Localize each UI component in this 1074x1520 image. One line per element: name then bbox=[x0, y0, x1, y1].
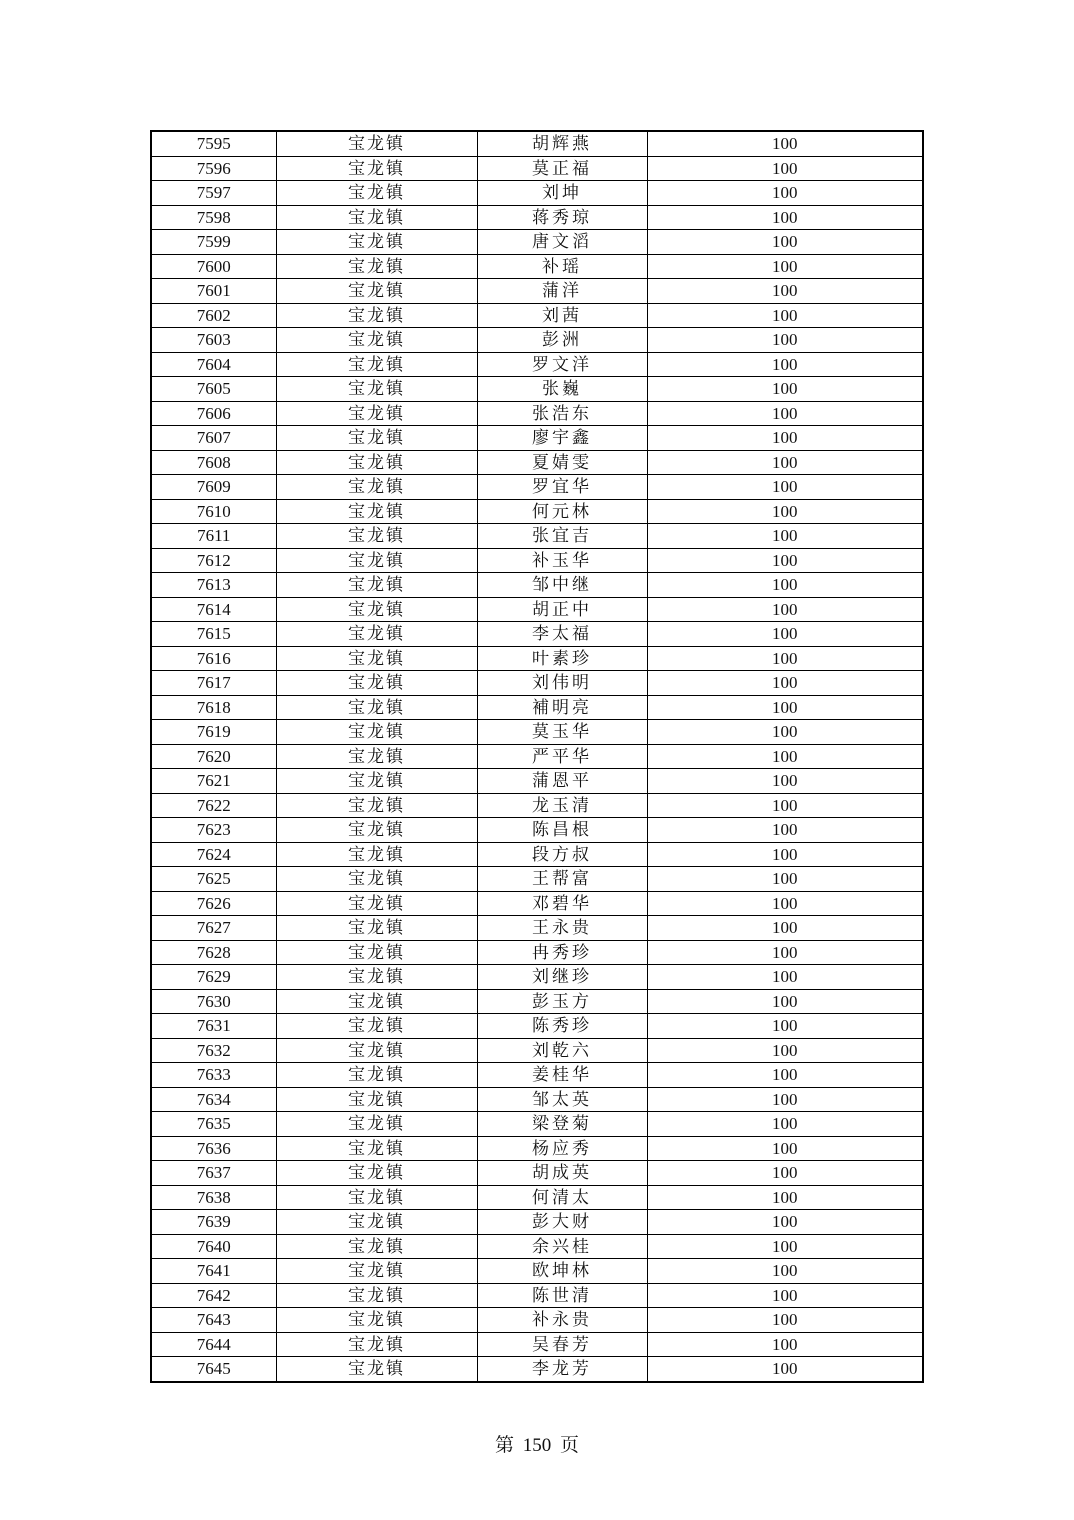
table-row bbox=[151, 1136, 923, 1161]
table-body bbox=[151, 131, 923, 1382]
table-row bbox=[151, 597, 923, 622]
table-row bbox=[151, 671, 923, 696]
row-number-cell: 7627 bbox=[151, 916, 276, 941]
name-cell: 刘继珍 bbox=[477, 965, 647, 990]
amount-cell: 100 bbox=[647, 524, 923, 549]
table-row bbox=[151, 401, 923, 426]
name-cell: 刘坤 bbox=[477, 181, 647, 206]
table-row bbox=[151, 1308, 923, 1333]
row-number-cell: 7609 bbox=[151, 475, 276, 500]
amount-cell: 100 bbox=[647, 131, 923, 156]
name-cell: 王帮富 bbox=[477, 867, 647, 892]
row-number-cell: 7639 bbox=[151, 1210, 276, 1235]
row-number-cell: 7613 bbox=[151, 573, 276, 598]
amount-cell: 100 bbox=[647, 671, 923, 696]
table-row bbox=[151, 916, 923, 941]
name-cell: 蒲洋 bbox=[477, 279, 647, 304]
town-cell: 宝龙镇 bbox=[276, 426, 477, 451]
town-cell: 宝龙镇 bbox=[276, 548, 477, 573]
amount-cell: 100 bbox=[647, 1038, 923, 1063]
amount-cell: 100 bbox=[647, 597, 923, 622]
town-cell: 宝龙镇 bbox=[276, 965, 477, 990]
table-row bbox=[151, 352, 923, 377]
town-cell: 宝龙镇 bbox=[276, 450, 477, 475]
name-cell: 杨应秀 bbox=[477, 1136, 647, 1161]
table-row bbox=[151, 646, 923, 671]
amount-cell: 100 bbox=[647, 1308, 923, 1333]
town-cell: 宝龙镇 bbox=[276, 131, 477, 156]
town-cell: 宝龙镇 bbox=[276, 671, 477, 696]
row-number-cell: 7635 bbox=[151, 1112, 276, 1137]
table-row bbox=[151, 1357, 923, 1382]
amount-cell: 100 bbox=[647, 401, 923, 426]
table-row bbox=[151, 1283, 923, 1308]
row-number-cell: 7630 bbox=[151, 989, 276, 1014]
name-cell: 罗宜华 bbox=[477, 475, 647, 500]
name-cell: 何元林 bbox=[477, 499, 647, 524]
amount-cell: 100 bbox=[647, 254, 923, 279]
name-cell: 補明亮 bbox=[477, 695, 647, 720]
table-row bbox=[151, 524, 923, 549]
table-row bbox=[151, 254, 923, 279]
amount-cell: 100 bbox=[647, 1014, 923, 1039]
row-number-cell: 7616 bbox=[151, 646, 276, 671]
name-cell: 邹太英 bbox=[477, 1087, 647, 1112]
name-cell: 余兴桂 bbox=[477, 1234, 647, 1259]
town-cell: 宝龙镇 bbox=[276, 1136, 477, 1161]
amount-cell: 100 bbox=[647, 720, 923, 745]
name-cell: 莫玉华 bbox=[477, 720, 647, 745]
town-cell: 宝龙镇 bbox=[276, 279, 477, 304]
table-row bbox=[151, 940, 923, 965]
table-row bbox=[151, 744, 923, 769]
row-number-cell: 7612 bbox=[151, 548, 276, 573]
name-cell: 梁登菊 bbox=[477, 1112, 647, 1137]
row-number-cell: 7621 bbox=[151, 769, 276, 794]
amount-cell: 100 bbox=[647, 793, 923, 818]
amount-cell: 100 bbox=[647, 181, 923, 206]
row-number-cell: 7638 bbox=[151, 1185, 276, 1210]
name-cell: 李龙芳 bbox=[477, 1357, 647, 1382]
name-cell: 张巍 bbox=[477, 377, 647, 402]
town-cell: 宝龙镇 bbox=[276, 377, 477, 402]
table-row bbox=[151, 1259, 923, 1284]
name-cell: 王永贵 bbox=[477, 916, 647, 941]
name-cell: 张浩东 bbox=[477, 401, 647, 426]
amount-cell: 100 bbox=[647, 1234, 923, 1259]
table-row bbox=[151, 867, 923, 892]
town-cell: 宝龙镇 bbox=[276, 1063, 477, 1088]
name-cell: 补玉华 bbox=[477, 548, 647, 573]
name-cell: 张宜吉 bbox=[477, 524, 647, 549]
amount-cell: 100 bbox=[647, 303, 923, 328]
page-number: 150 bbox=[522, 1435, 552, 1456]
table-row bbox=[151, 965, 923, 990]
table-row bbox=[151, 769, 923, 794]
footer-suffix: 页 bbox=[560, 1435, 580, 1456]
row-number-cell: 7620 bbox=[151, 744, 276, 769]
amount-cell: 100 bbox=[647, 989, 923, 1014]
amount-cell: 100 bbox=[647, 548, 923, 573]
town-cell: 宝龙镇 bbox=[276, 1014, 477, 1039]
amount-cell: 100 bbox=[647, 965, 923, 990]
data-table bbox=[150, 130, 924, 1383]
town-cell: 宝龙镇 bbox=[276, 1308, 477, 1333]
town-cell: 宝龙镇 bbox=[276, 303, 477, 328]
row-number-cell: 7610 bbox=[151, 499, 276, 524]
row-number-cell: 7632 bbox=[151, 1038, 276, 1063]
table-row bbox=[151, 303, 923, 328]
row-number-cell: 7605 bbox=[151, 377, 276, 402]
amount-cell: 100 bbox=[647, 205, 923, 230]
town-cell: 宝龙镇 bbox=[276, 230, 477, 255]
amount-cell: 100 bbox=[647, 744, 923, 769]
name-cell: 刘伟明 bbox=[477, 671, 647, 696]
row-number-cell: 7599 bbox=[151, 230, 276, 255]
town-cell: 宝龙镇 bbox=[276, 597, 477, 622]
amount-cell: 100 bbox=[647, 842, 923, 867]
row-number-cell: 7600 bbox=[151, 254, 276, 279]
row-number-cell: 7597 bbox=[151, 181, 276, 206]
table-row bbox=[151, 842, 923, 867]
name-cell: 蒲恩平 bbox=[477, 769, 647, 794]
name-cell: 叶素珍 bbox=[477, 646, 647, 671]
town-cell: 宝龙镇 bbox=[276, 401, 477, 426]
town-cell: 宝龙镇 bbox=[276, 1038, 477, 1063]
name-cell: 陈昌根 bbox=[477, 818, 647, 843]
name-cell: 邓碧华 bbox=[477, 891, 647, 916]
table-row bbox=[151, 1014, 923, 1039]
town-cell: 宝龙镇 bbox=[276, 989, 477, 1014]
row-number-cell: 7611 bbox=[151, 524, 276, 549]
row-number-cell: 7642 bbox=[151, 1283, 276, 1308]
table-row bbox=[151, 131, 923, 156]
page-footer bbox=[0, 1430, 1074, 1457]
amount-cell: 100 bbox=[647, 1112, 923, 1137]
amount-cell: 100 bbox=[647, 1063, 923, 1088]
name-cell: 姜桂华 bbox=[477, 1063, 647, 1088]
town-cell: 宝龙镇 bbox=[276, 205, 477, 230]
name-cell: 胡辉燕 bbox=[477, 131, 647, 156]
name-cell: 刘乾六 bbox=[477, 1038, 647, 1063]
town-cell: 宝龙镇 bbox=[276, 793, 477, 818]
row-number-cell: 7636 bbox=[151, 1136, 276, 1161]
town-cell: 宝龙镇 bbox=[276, 1332, 477, 1357]
town-cell: 宝龙镇 bbox=[276, 499, 477, 524]
amount-cell: 100 bbox=[647, 573, 923, 598]
town-cell: 宝龙镇 bbox=[276, 818, 477, 843]
town-cell: 宝龙镇 bbox=[276, 1210, 477, 1235]
town-cell: 宝龙镇 bbox=[276, 916, 477, 941]
name-cell: 龙玉清 bbox=[477, 793, 647, 818]
row-number-cell: 7607 bbox=[151, 426, 276, 451]
name-cell: 刘茜 bbox=[477, 303, 647, 328]
town-cell: 宝龙镇 bbox=[276, 622, 477, 647]
name-cell: 严平华 bbox=[477, 744, 647, 769]
amount-cell: 100 bbox=[647, 450, 923, 475]
name-cell: 段方叔 bbox=[477, 842, 647, 867]
amount-cell: 100 bbox=[647, 499, 923, 524]
amount-cell: 100 bbox=[647, 940, 923, 965]
name-cell: 陈世清 bbox=[477, 1283, 647, 1308]
amount-cell: 100 bbox=[647, 1136, 923, 1161]
amount-cell: 100 bbox=[647, 475, 923, 500]
table-row bbox=[151, 1332, 923, 1357]
amount-cell: 100 bbox=[647, 646, 923, 671]
amount-cell: 100 bbox=[647, 156, 923, 181]
name-cell: 欧坤林 bbox=[477, 1259, 647, 1284]
name-cell: 夏婧雯 bbox=[477, 450, 647, 475]
row-number-cell: 7619 bbox=[151, 720, 276, 745]
table-row bbox=[151, 279, 923, 304]
table-row bbox=[151, 499, 923, 524]
town-cell: 宝龙镇 bbox=[276, 1185, 477, 1210]
row-number-cell: 7604 bbox=[151, 352, 276, 377]
amount-cell: 100 bbox=[647, 1259, 923, 1284]
row-number-cell: 7606 bbox=[151, 401, 276, 426]
town-cell: 宝龙镇 bbox=[276, 769, 477, 794]
table-row bbox=[151, 1087, 923, 1112]
row-number-cell: 7640 bbox=[151, 1234, 276, 1259]
town-cell: 宝龙镇 bbox=[276, 891, 477, 916]
amount-cell: 100 bbox=[647, 891, 923, 916]
town-cell: 宝龙镇 bbox=[276, 156, 477, 181]
table-row bbox=[151, 1161, 923, 1186]
name-cell: 莫正福 bbox=[477, 156, 647, 181]
row-number-cell: 7598 bbox=[151, 205, 276, 230]
amount-cell: 100 bbox=[647, 1332, 923, 1357]
row-number-cell: 7629 bbox=[151, 965, 276, 990]
amount-cell: 100 bbox=[647, 1161, 923, 1186]
town-cell: 宝龙镇 bbox=[276, 475, 477, 500]
row-number-cell: 7633 bbox=[151, 1063, 276, 1088]
table-row bbox=[151, 1038, 923, 1063]
town-cell: 宝龙镇 bbox=[276, 646, 477, 671]
amount-cell: 100 bbox=[647, 352, 923, 377]
table-row bbox=[151, 793, 923, 818]
table-row bbox=[151, 989, 923, 1014]
name-cell: 彭洲 bbox=[477, 328, 647, 353]
name-cell: 冉秀珍 bbox=[477, 940, 647, 965]
row-number-cell: 7628 bbox=[151, 940, 276, 965]
name-cell: 蒋秀琼 bbox=[477, 205, 647, 230]
name-cell: 吴春芳 bbox=[477, 1332, 647, 1357]
table-row bbox=[151, 450, 923, 475]
town-cell: 宝龙镇 bbox=[276, 744, 477, 769]
table-row bbox=[151, 328, 923, 353]
name-cell: 胡成英 bbox=[477, 1161, 647, 1186]
name-cell: 补永贵 bbox=[477, 1308, 647, 1333]
amount-cell: 100 bbox=[647, 1185, 923, 1210]
name-cell: 彭玉方 bbox=[477, 989, 647, 1014]
town-cell: 宝龙镇 bbox=[276, 254, 477, 279]
town-cell: 宝龙镇 bbox=[276, 181, 477, 206]
row-number-cell: 7644 bbox=[151, 1332, 276, 1357]
table-row bbox=[151, 205, 923, 230]
town-cell: 宝龙镇 bbox=[276, 720, 477, 745]
town-cell: 宝龙镇 bbox=[276, 573, 477, 598]
name-cell: 陈秀珍 bbox=[477, 1014, 647, 1039]
table-row bbox=[151, 573, 923, 598]
table-row bbox=[151, 426, 923, 451]
amount-cell: 100 bbox=[647, 1283, 923, 1308]
town-cell: 宝龙镇 bbox=[276, 695, 477, 720]
name-cell: 补瑶 bbox=[477, 254, 647, 279]
row-number-cell: 7637 bbox=[151, 1161, 276, 1186]
row-number-cell: 7596 bbox=[151, 156, 276, 181]
row-number-cell: 7631 bbox=[151, 1014, 276, 1039]
row-number-cell: 7643 bbox=[151, 1308, 276, 1333]
amount-cell: 100 bbox=[647, 1087, 923, 1112]
row-number-cell: 7608 bbox=[151, 450, 276, 475]
table-row bbox=[151, 622, 923, 647]
row-number-cell: 7634 bbox=[151, 1087, 276, 1112]
table-row bbox=[151, 548, 923, 573]
town-cell: 宝龙镇 bbox=[276, 1234, 477, 1259]
name-cell: 廖宇鑫 bbox=[477, 426, 647, 451]
row-number-cell: 7626 bbox=[151, 891, 276, 916]
table-row bbox=[151, 695, 923, 720]
name-cell: 胡正中 bbox=[477, 597, 647, 622]
town-cell: 宝龙镇 bbox=[276, 867, 477, 892]
amount-cell: 100 bbox=[647, 328, 923, 353]
table-row bbox=[151, 818, 923, 843]
name-cell: 邹中继 bbox=[477, 573, 647, 598]
row-number-cell: 7624 bbox=[151, 842, 276, 867]
table-row bbox=[151, 181, 923, 206]
amount-cell: 100 bbox=[647, 279, 923, 304]
amount-cell: 100 bbox=[647, 916, 923, 941]
row-number-cell: 7641 bbox=[151, 1259, 276, 1284]
name-cell: 唐文滔 bbox=[477, 230, 647, 255]
amount-cell: 100 bbox=[647, 769, 923, 794]
amount-cell: 100 bbox=[647, 230, 923, 255]
town-cell: 宝龙镇 bbox=[276, 1357, 477, 1382]
town-cell: 宝龙镇 bbox=[276, 1161, 477, 1186]
table-row bbox=[151, 377, 923, 402]
table-row bbox=[151, 1063, 923, 1088]
name-cell: 李太福 bbox=[477, 622, 647, 647]
name-cell: 罗文洋 bbox=[477, 352, 647, 377]
town-cell: 宝龙镇 bbox=[276, 352, 477, 377]
name-cell: 何清太 bbox=[477, 1185, 647, 1210]
town-cell: 宝龙镇 bbox=[276, 328, 477, 353]
row-number-cell: 7614 bbox=[151, 597, 276, 622]
row-number-cell: 7617 bbox=[151, 671, 276, 696]
row-number-cell: 7595 bbox=[151, 131, 276, 156]
amount-cell: 100 bbox=[647, 867, 923, 892]
town-cell: 宝龙镇 bbox=[276, 842, 477, 867]
town-cell: 宝龙镇 bbox=[276, 1259, 477, 1284]
town-cell: 宝龙镇 bbox=[276, 1283, 477, 1308]
amount-cell: 100 bbox=[647, 695, 923, 720]
amount-cell: 100 bbox=[647, 1357, 923, 1382]
table-row bbox=[151, 1185, 923, 1210]
table-row bbox=[151, 720, 923, 745]
footer-prefix: 第 bbox=[494, 1435, 514, 1456]
table-row bbox=[151, 230, 923, 255]
table-row bbox=[151, 475, 923, 500]
row-number-cell: 7618 bbox=[151, 695, 276, 720]
row-number-cell: 7622 bbox=[151, 793, 276, 818]
row-number-cell: 7623 bbox=[151, 818, 276, 843]
table-row bbox=[151, 156, 923, 181]
table-row bbox=[151, 1112, 923, 1137]
amount-cell: 100 bbox=[647, 818, 923, 843]
town-cell: 宝龙镇 bbox=[276, 524, 477, 549]
table-row bbox=[151, 1234, 923, 1259]
town-cell: 宝龙镇 bbox=[276, 1087, 477, 1112]
row-number-cell: 7645 bbox=[151, 1357, 276, 1382]
name-cell: 彭大财 bbox=[477, 1210, 647, 1235]
amount-cell: 100 bbox=[647, 426, 923, 451]
row-number-cell: 7602 bbox=[151, 303, 276, 328]
table-row bbox=[151, 891, 923, 916]
row-number-cell: 7625 bbox=[151, 867, 276, 892]
row-number-cell: 7603 bbox=[151, 328, 276, 353]
row-number-cell: 7615 bbox=[151, 622, 276, 647]
row-number-cell: 7601 bbox=[151, 279, 276, 304]
table-row bbox=[151, 1210, 923, 1235]
town-cell: 宝龙镇 bbox=[276, 1112, 477, 1137]
amount-cell: 100 bbox=[647, 1210, 923, 1235]
amount-cell: 100 bbox=[647, 622, 923, 647]
town-cell: 宝龙镇 bbox=[276, 940, 477, 965]
amount-cell: 100 bbox=[647, 377, 923, 402]
